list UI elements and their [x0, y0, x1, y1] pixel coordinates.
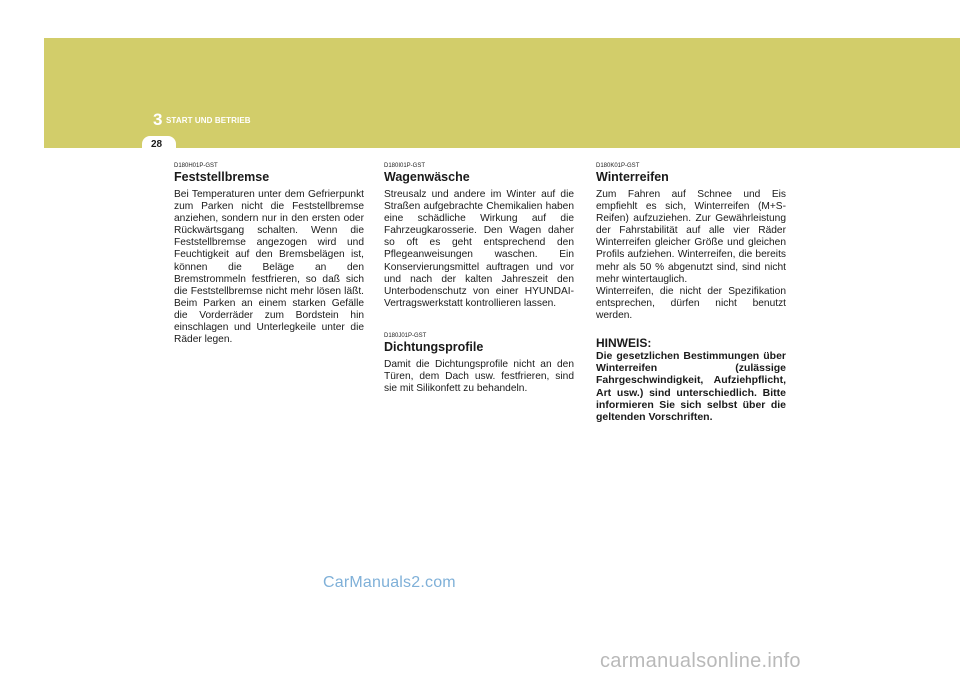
header-band	[44, 38, 960, 148]
section-body: Bei Temperaturen unter dem Gefrierpunkt zum Parken nicht die Feststellbremse anziehen, sondern nur in den ersten oder Rückwärtsgang schalten. Wenn die Feststellbremse angezogen wird und Feuchtigkeit auf den Bremsbelägen ist, können die Beläge an den Bremstrommeln festfrieren, so daß sich die Feststellbremse nicht mehr lösen läßt. Beim Parken an einem starken Gefälle die Vorderräder zum Bordstein hin einschlagen und Unterlegkeile unter die Räder legen.	[174, 189, 364, 346]
section-code: D180I01P-GST	[384, 163, 426, 169]
section-title: Feststellbremse	[174, 170, 270, 184]
note-text: Die gesetzlichen Bestimmungen über Winterreifen (zulässige Fahrgeschwindigkeit, Aufziehpflicht, Art usw.) sind unterschiedlich. Bitte informieren Sie sich selbst über die geltenden Vorschriften.	[596, 350, 786, 424]
watermark-carmanuals2[interactable]: CarManuals2.com	[323, 574, 456, 591]
section-body: Damit die Dichtungsprofile nicht an den Türen, dem Dach usw. festfrieren, sind sie mit Silikonfett zu behandeln.	[384, 358, 574, 395]
watermark-carmanualsonline: carmanualsonline.info	[600, 650, 801, 672]
section-body: Streusalz und andere im Winter auf die Straßen aufgebrachte Chemikalien haben eine schädliche Wirkung auf die Fahrzeugkarosserie. Den Wagen daher so oft es geht entsprechend den Pflegeanweisungen waschen. Ein Konservierungsmittel auftragen und vor und nach der kalten Jahreszeit den Unterbodenschutz von einer HYUNDAI-Vertragswerkstatt kontrollieren lassen.	[384, 189, 574, 309]
section-title: Dichtungsprofile	[384, 339, 484, 354]
note-title: HINWEIS:	[596, 336, 652, 351]
column-3	[596, 162, 786, 423]
section-dichtungsprofile	[384, 332, 574, 395]
page-number: 28	[151, 139, 163, 150]
section-body: Zum Fahren auf Schnee und Eis empfiehlt es sich, Winterreifen (M+S-Reifen) aufzuziehen. Zur Gewährleistung der Fahrstabilität auf alle vier Räder Winterreifen gleicher Größe und gleichen Profils aufziehen. Winterreifen, die bereits mehr als 50 % abgenutzt sind, sind nicht mehr wintertauglich.	[596, 189, 786, 285]
section-title: Winterreifen	[596, 170, 669, 184]
section-code: D180K01P-GST	[596, 163, 640, 169]
chapter-number: 3	[153, 110, 163, 129]
column-2	[384, 162, 574, 395]
section-body-2: Winterreifen, die nicht der Spezifikation entsprechen, dürfen nicht benutzt werden.	[596, 285, 786, 321]
chapter-title: START UND BETRIEB	[166, 116, 251, 125]
section-title: Wagenwäsche	[384, 170, 470, 184]
section-code: D180J01P-GST	[384, 332, 427, 339]
section-code: D180H01P-GST	[174, 163, 218, 169]
column-1	[174, 162, 364, 346]
